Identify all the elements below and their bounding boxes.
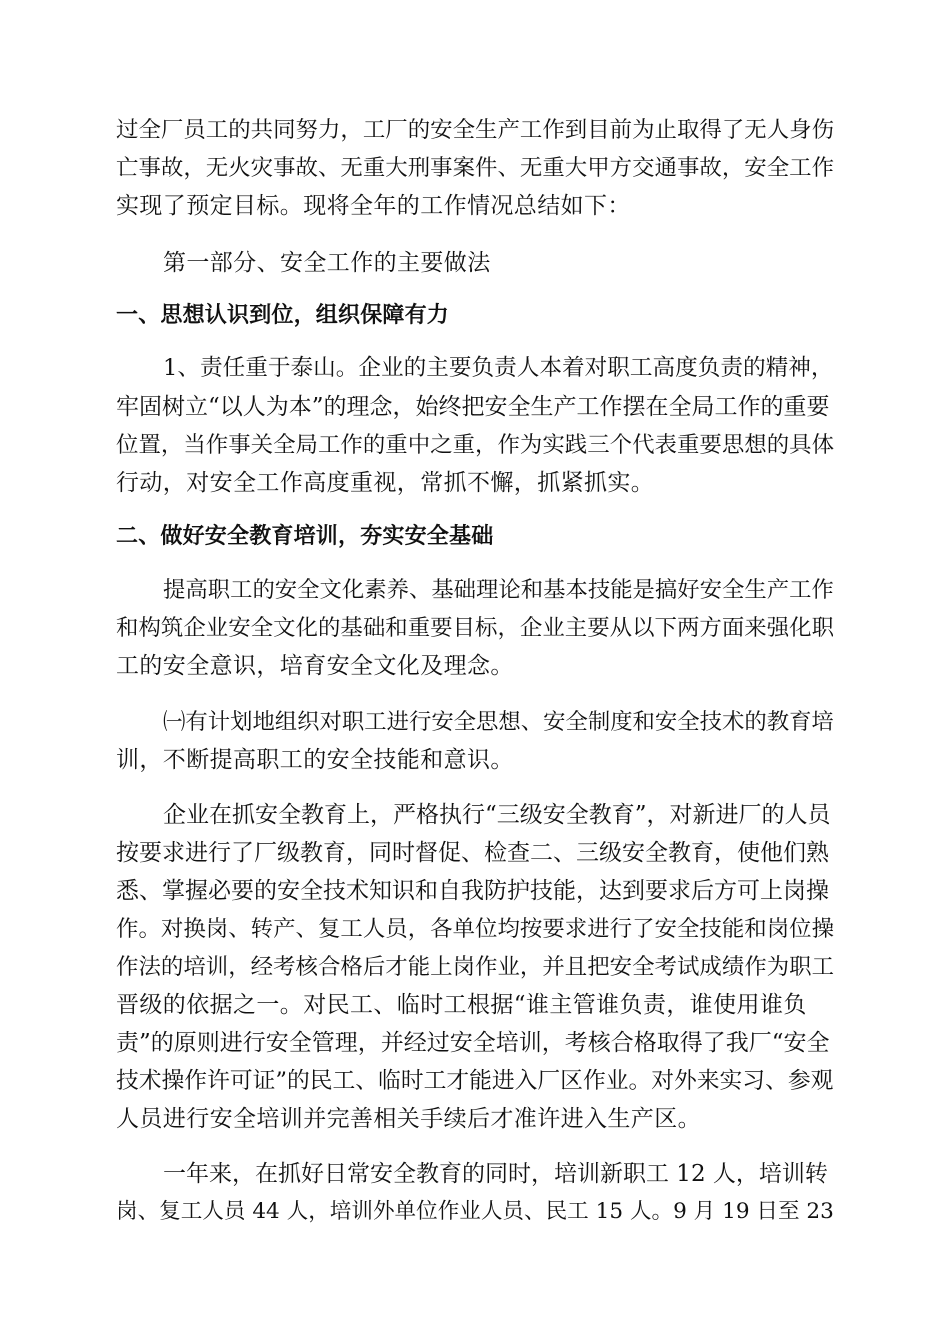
section-2-p1-line-2: 和构筑企业安全文化的基础和重要目标，企业主要从以下两方面来强化职 <box>116 615 835 641</box>
section-2-heading: 二、做好安全教育培训，夯实安全基础 <box>116 524 494 549</box>
section-2-p4-line-1: 一年来，在抓好日常安全教育的同时，培训新职工 12 人，培训转 <box>163 1161 828 1187</box>
section-2-p2-line-1: ㈠有计划地组织对职工进行安全思想、安全制度和安全技术的教育培 <box>163 709 834 735</box>
section-2-p3-line-9: 人员进行安全培训并完善相关手续后才准许进入生产区。 <box>116 1106 701 1132</box>
section-2-p3-line-1: 企业在抓安全教育上，严格执行“三级安全教育”，对新进厂的人员 <box>163 802 831 828</box>
section-2-p3-line-3: 悉、掌握必要的安全技术知识和自我防护技能，达到要求后方可上岗操 <box>116 878 829 904</box>
section-2-p2-line-2: 训，不断提高职工的安全技能和意识。 <box>116 747 514 773</box>
section-2-p3-line-5: 作法的培训，经考核合格后才能上岗作业，并且把安全考试成绩作为职工 <box>116 954 835 980</box>
section-1-line-3: 位置，当作事关全局工作的重中之重，作为实践三个代表重要思想的具体 <box>116 432 835 458</box>
section-1-heading: 一、思想认识到位，组织保障有力 <box>116 303 450 328</box>
intro-line-1: 过全厂员工的共同努力，工厂的安全生产工作到目前为止取得了无人身伤 <box>116 117 835 143</box>
section-1-line-4: 行动，对安全工作高度重视，常抓不懈，抓紧抓实。 <box>116 470 655 496</box>
intro-line-3: 实现了预定目标。现将全年的工作情况总结如下： <box>116 193 631 219</box>
section-1-line-2: 牢固树立“以人为本”的理念，始终把安全生产工作摆在全局工作的重要 <box>116 394 830 420</box>
section-1-line-1: 1、责任重于泰山。企业的主要负责人本着对职工高度负责的精神， <box>163 355 834 381</box>
section-2-p1-line-3: 工的安全意识，培育安全文化及理念。 <box>116 653 514 679</box>
section-2-p4-line-2: 岗、复工人员 44 人，培训外单位作业人员、民工 15 人。9 月 19 日至 23 <box>116 1199 834 1224</box>
section-2-p3-line-6: 晋级的依据之一。对民工、临时工根据“谁主管谁负责，谁使用谁负 <box>116 992 807 1018</box>
section-2-p3-line-7: 责”的原则进行安全管理，并经过安全培训，考核合格取得了我厂“安全 <box>116 1030 830 1056</box>
intro-line-2: 亡事故，无火灾事故、无重大刑事案件、无重大甲方交通事故，安全工作 <box>116 155 835 181</box>
section-2-p1-line-1: 提高职工的安全文化素养、基础理论和基本技能是搞好安全生产工作 <box>163 577 834 603</box>
section-2-p3-line-8: 技术操作许可证”的民工、临时工才能进入厂区作业。对外来实习、参观 <box>116 1068 834 1094</box>
section-2-p3-line-2: 按要求进行了厂级教育，同时督促、检查二、三级安全教育，使他们熟 <box>116 840 829 866</box>
part-title: 第一部分、安全工作的主要做法 <box>163 250 491 276</box>
section-2-p3-line-4: 作。对换岗、转产、复工人员，各单位均按要求进行了安全技能和岗位操 <box>116 916 835 942</box>
